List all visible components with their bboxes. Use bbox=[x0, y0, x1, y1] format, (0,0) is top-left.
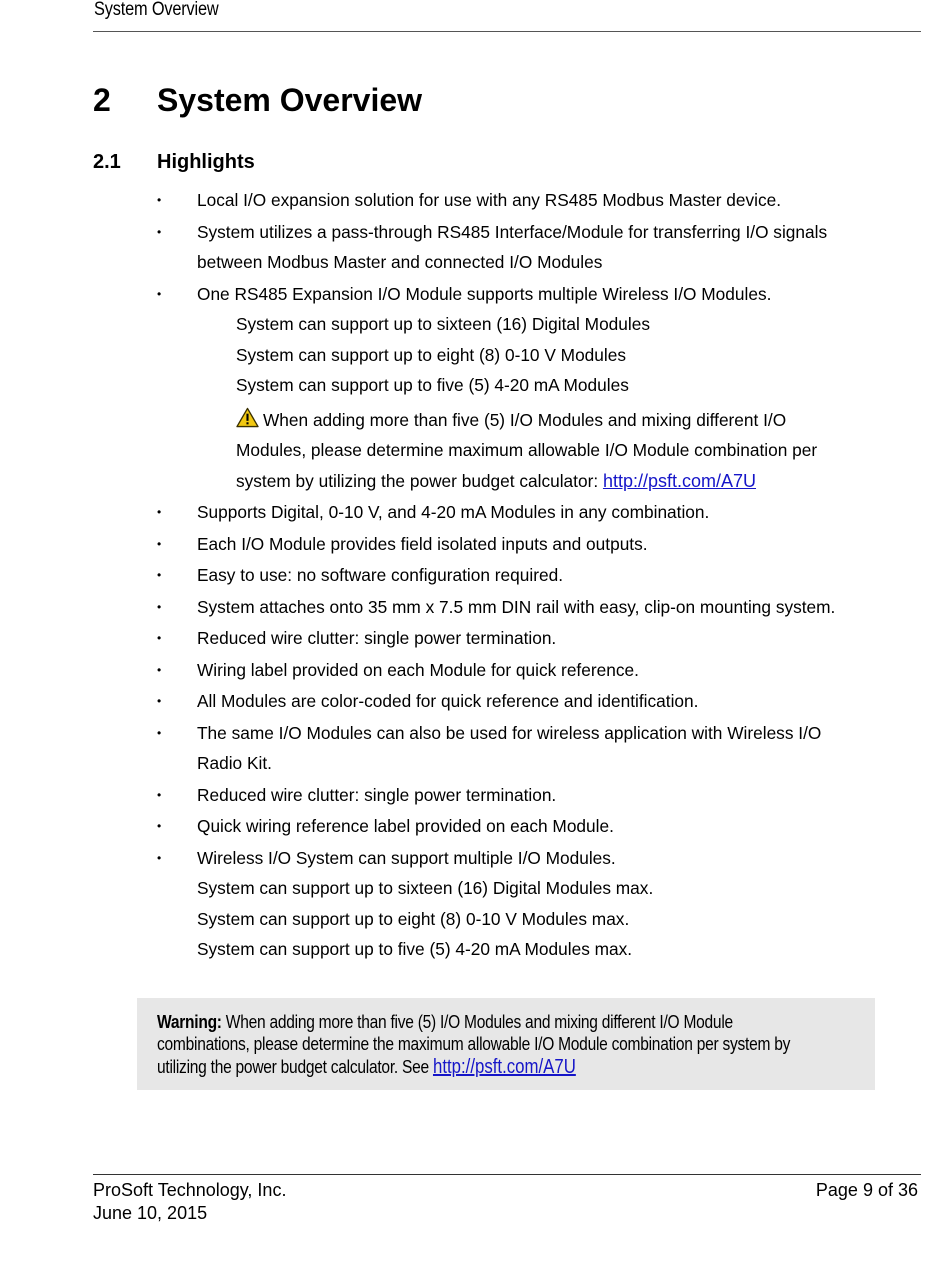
list-item-text: All Modules are color-coded for quick reference and identification. bbox=[197, 691, 699, 711]
footer-date: June 10, 2015 bbox=[93, 1203, 208, 1223]
list-item bbox=[0, 497, 857, 528]
list-item-text: Reduced wire clutter: single power termination. bbox=[197, 628, 557, 648]
highlights-list bbox=[0, 185, 950, 966]
chapter-title bbox=[93, 82, 422, 119]
warning-triangle-icon bbox=[236, 407, 259, 428]
bullet-icon: • bbox=[157, 819, 162, 833]
bullet-icon: • bbox=[157, 536, 162, 551]
warning-body: When adding more than five (5) I/O Modules and mixing different I/O Module combinations, please determine the maximum allowable I/O Module combination per system by utilizing the power budget calculator. See bbox=[157, 1011, 791, 1077]
bullet-icon: • bbox=[157, 694, 162, 708]
list-item-text: System utilizes a pass-through RS485 Interface/Module for transferring I/O signals between Modbus Master and connected I/O Modules bbox=[197, 221, 828, 272]
chapter-title-text: System Overview bbox=[157, 82, 423, 118]
list-item bbox=[0, 843, 857, 965]
chapter-number: 2 bbox=[93, 82, 111, 118]
warning-label: Warning: bbox=[157, 1011, 222, 1032]
section-title bbox=[93, 151, 255, 174]
bullet-icon: • bbox=[157, 850, 162, 865]
list-item bbox=[0, 185, 857, 216]
list-item-text: Each I/O Module provides field isolated inputs and outputs. bbox=[197, 533, 648, 554]
power-budget-calculator-link[interactable]: http://psft.com/A7U bbox=[602, 470, 757, 491]
footer-company: ProSoft Technology, Inc. bbox=[93, 1180, 287, 1200]
list-item bbox=[0, 529, 857, 560]
list-item-text: Easy to use: no software configuration required. bbox=[197, 565, 563, 585]
sub-item: System can support up to eight (8) 0-10 V Modules max. bbox=[197, 908, 630, 929]
bullet-icon: • bbox=[157, 568, 162, 582]
inline-warning-text: When adding more than five (5) I/O Modules and mixing different I/O Modules, please determine maximum allowable I/O Module combination per system by utilizing the power budget calculator: bbox=[236, 409, 818, 491]
list-item-text: One RS485 Expansion I/O Module supports multiple Wireless I/O Modules. bbox=[197, 283, 772, 304]
sub-item: System can support up to five (5) 4-20 mA Modules bbox=[236, 375, 629, 395]
sub-item: System can support up to sixteen (16) Digital Modules max. bbox=[197, 878, 654, 898]
list-item bbox=[0, 811, 857, 842]
list-item-text: System attaches onto 35 mm x 7.5 mm DIN rail with easy, clip-on mounting system. bbox=[197, 596, 836, 617]
list-item-text: The same I/O Modules can also be used for wireless application with Wireless I/O Radio Kit. bbox=[197, 722, 822, 773]
list-item-text: Local I/O expansion solution for use with any RS485 Modbus Master device. bbox=[197, 190, 782, 210]
list-item-text: Wireless I/O System can support multiple I/O Modules. bbox=[197, 847, 616, 868]
section-number: 2.1 bbox=[93, 151, 121, 173]
sub-item: System can support up to eight (8) 0-10 V Modules bbox=[236, 344, 626, 365]
bullet-icon: • bbox=[157, 599, 162, 614]
bullet-icon: • bbox=[157, 631, 162, 645]
list-item bbox=[0, 655, 857, 686]
inline-warning bbox=[197, 401, 857, 497]
list-item-text: Wiring label provided on each Module for quick reference. bbox=[197, 659, 639, 680]
list-item bbox=[0, 718, 857, 779]
warning-callout bbox=[137, 998, 875, 1090]
bullet-icon: • bbox=[157, 193, 162, 207]
bullet-icon: • bbox=[157, 662, 162, 677]
list-item bbox=[0, 686, 857, 717]
list-item bbox=[0, 279, 857, 497]
page-footer bbox=[93, 1174, 921, 1223]
running-header-title: System Overview bbox=[94, 0, 219, 20]
list-item-text: Quick wiring reference label provided on each Module. bbox=[197, 816, 614, 836]
page-number: Page 9 of 36 bbox=[815, 1180, 918, 1200]
list-item-text: Supports Digital, 0-10 V, and 4-20 mA Modules in any combination. bbox=[197, 502, 710, 522]
bullet-icon: • bbox=[157, 286, 162, 301]
list-item bbox=[0, 780, 857, 811]
sub-item: System can support up to sixteen (16) Digital Modules bbox=[236, 314, 650, 334]
power-budget-calculator-link[interactable]: http://psft.com/A7U bbox=[432, 1055, 576, 1078]
running-header bbox=[93, 0, 921, 32]
bullet-icon: • bbox=[157, 787, 162, 802]
warning-callout-text bbox=[157, 1011, 829, 1078]
list-item bbox=[0, 592, 897, 623]
section-title-text: Highlights bbox=[157, 151, 255, 173]
bullet-icon: • bbox=[157, 224, 162, 239]
list-item bbox=[0, 560, 857, 591]
list-item-text: Reduced wire clutter: single power termination. bbox=[197, 784, 557, 805]
list-item bbox=[0, 623, 857, 654]
sub-item: System can support up to five (5) 4-20 mA Modules max. bbox=[197, 939, 633, 959]
bullet-icon: • bbox=[157, 725, 162, 740]
bullet-icon: • bbox=[157, 505, 162, 519]
list-item bbox=[0, 217, 857, 278]
